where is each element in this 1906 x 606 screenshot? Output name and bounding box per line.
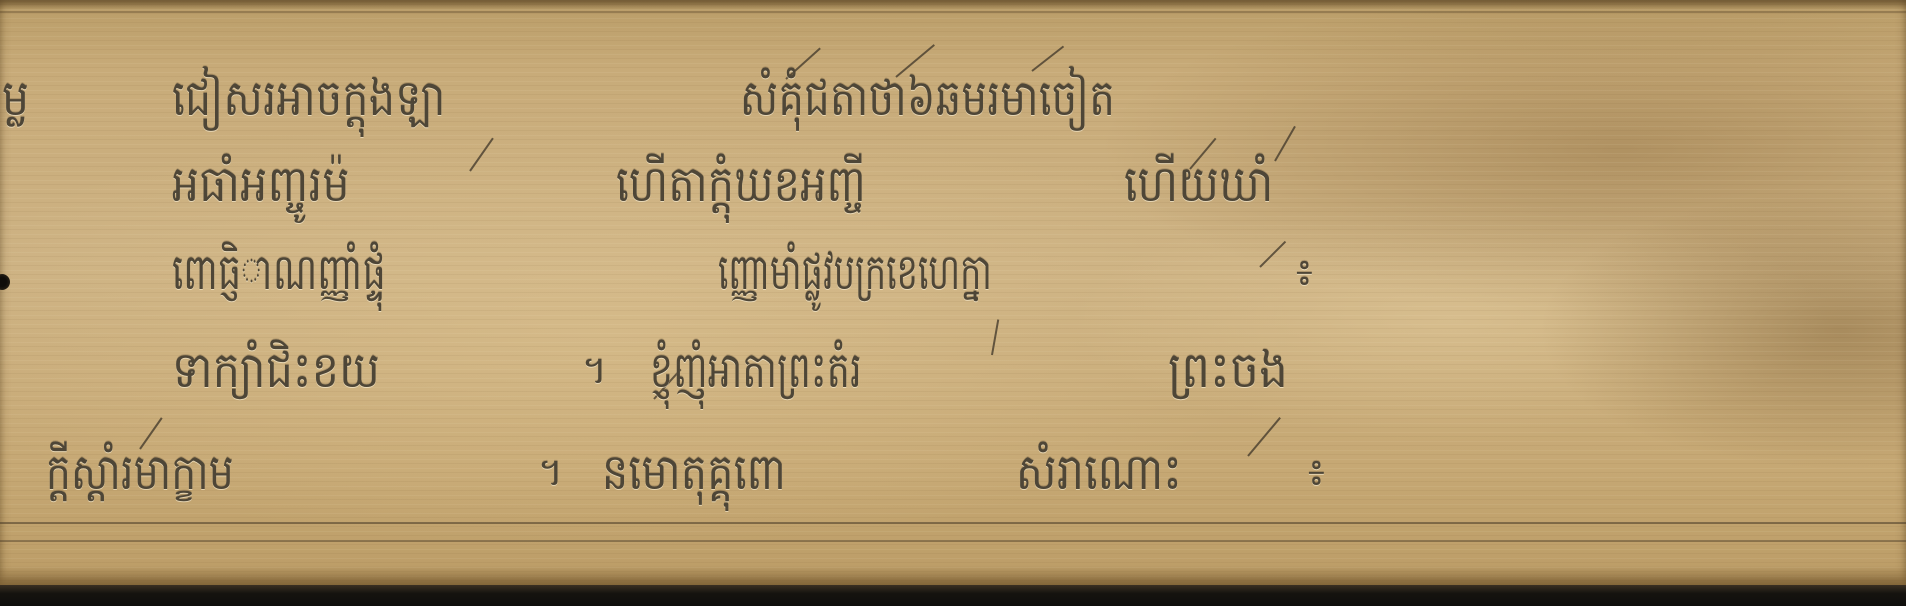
line-1-word-1: ម្ល (2, 69, 30, 127)
line-5-word-2: នមោតុគ្គុពោ (602, 443, 787, 501)
line-5-punctuation: ។ (538, 450, 564, 494)
text-line-2 (0, 152, 1906, 216)
line-4-word-2: ខ្ញុំញុំអាតាព្រះតំរ (650, 341, 862, 399)
line-5-word-3: សំរាណោះ (1016, 443, 1183, 501)
line-5-end-punctuation: ៖ (1308, 450, 1326, 494)
line-4-punctuation: ។ (582, 348, 608, 392)
text-line-5 (0, 440, 1906, 504)
line-2-word-1: អធាំអញ្ចូរម៉ (172, 155, 350, 213)
text-line-3 (0, 240, 1906, 304)
line-2-word-3: ហើយឃាំ (1124, 155, 1274, 213)
leaf-bottom-edge (0, 565, 1906, 585)
line-5-word-1: ក្ដីស្តាំរមាក្ខាម (46, 443, 235, 501)
line-4-word-3: ព្រះចង (1168, 341, 1289, 399)
line-3-word-2: ញ្ញោមាំផ្លូវបក្រខេហេក្នា (718, 243, 993, 301)
text-line-4 (0, 338, 1906, 402)
ruling-line (0, 11, 1906, 13)
line-2-word-2: ហើតាក្ដុំឃខអញ្ចី (616, 155, 867, 213)
text-line-1 (0, 66, 1906, 130)
leaf-top-edge (0, 0, 1906, 10)
background-shadow (0, 585, 1906, 606)
line-3-word-1: ពោធិ្ញាណញ្ញាំផ្ទុំ (172, 243, 386, 301)
line-1-word-3: សំគុំជតាថា៦ឆមរមាចៀត (740, 69, 1116, 127)
ruling-line (0, 522, 1906, 524)
line-1-word-2: ជៀសរអាចក្តុងឡា (172, 69, 446, 127)
ruling-line (0, 540, 1906, 542)
line-4-word-1: ទាក្យាំជិះខយ (172, 341, 381, 399)
line-3-punctuation: ៖ (1296, 250, 1314, 294)
